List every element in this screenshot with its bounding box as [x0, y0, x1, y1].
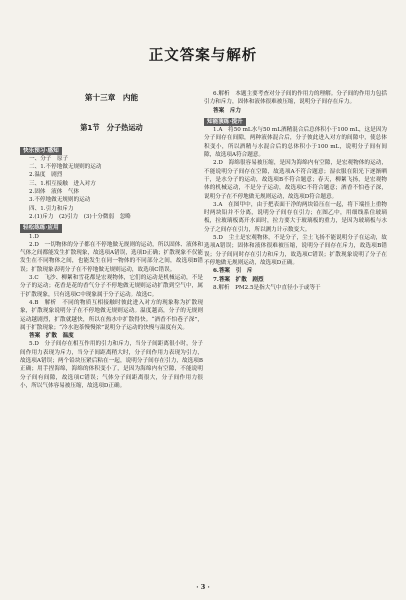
preview-line: 2.(1)斥力 (2)引力 (3)十分微弱 忽略 [29, 213, 131, 220]
answer-item: 5.D 分子间存在相互作用的引力和斥力，当分子间距离很小时，分子间作用力表现为斥力，当分子间距离稍大时，分子间作用力表现为引力，故选项A错误；两个铅块压紧后粘在一起，说明分子间存在引力，故选项B正确；用手捏海绵，海绵的体积变小了，是因为海绵内有空隙，不能说明分子间有间隙，故选项C错误；气体分子间距离很大，分子间作用力很小，所以气体容易被压缩，故选项D正确。 [20, 341, 203, 389]
preview-line: 三、1.相互接触 进入对方 [29, 180, 96, 187]
answer-item: 3.A 在图甲中，由于把表面干净的两块铅压在一起，将下端挂上重物时两块铅并不分离，说明分子间存在引力；在图乙中，用细线系住玻璃板，拉玻璃板离开水面时，拉力要大于玻璃板的重力，是因为玻璃板与水分子之间存在引力，所以测力计示数变大。 [204, 201, 387, 233]
right-column [204, 90, 387, 292]
preview-line: 3.不停地做无规则的运动 [29, 197, 91, 204]
preview-line: 一、分子 原子 [29, 155, 69, 162]
answer-key: 7.答案 扩散 剧烈 [213, 276, 264, 283]
left-column [20, 90, 203, 390]
answer-item: 1.D [29, 233, 39, 240]
preview-band: 快乐预习·感知 [20, 147, 62, 155]
answer-item: 2.D 一切物体的分子都在不停地做无规则的运动，所以固体、液体和气体之间都能发生扩散现象，故选项A错误，选项D正确；扩散现象不仅能发生在不同物体之间，也能发生在同一物体的不同部分之间，故选项B错误；扩散现象表明分子在不停地做无规则运动，故选项C错误。 [20, 241, 203, 273]
preview-line: 2.固体 液体 气体 [29, 189, 80, 196]
answer-key: 6.答案 引 斥 [213, 268, 253, 275]
answer-item: 2.D 海绵很容易被压缩，是因为海绵内有空隙，是宏观物体的运动，不能说明分子间存在空隙，故选项A不符合题意；湿衣服在阳光下逐渐晒干，是水分子的运动，故选项B不符合题意；春天，柳絮飞扬，是宏观物体的机械运动，不是分子运动，故选项C不符合题意；酒香不怕巷子深，说明分子在不停地做无规则运动，故选项D符合题意。 [204, 160, 387, 200]
practice-band: 轻松练练·应用 [20, 224, 62, 232]
answer-item: 8.解析 PM2.5是指大气中直径小于或等于 [213, 284, 321, 291]
answer-item: 1.A 将50 mL水与50 mL酒精混合后总体积小于100 mL，这是因为分子间存在间隙，两种液体混合后，分子彼此进入对方的间隙中，使总体积变小，所以酒精与水混合后的总体积小于100 mL，说明分子间有间隙，故选项A符合题意。 [204, 127, 387, 159]
chapter-title: 第十三章 内能 [84, 93, 139, 102]
page-title: 正文答案与解析 [148, 48, 258, 64]
answer-key: 答案 斥力 [213, 107, 241, 114]
preview-line: 四、1.引力和斥力 [29, 205, 74, 212]
drill-band: 知能演练·提升 [204, 118, 246, 126]
preview-line: 2.温度 剧烈 [29, 172, 63, 179]
answer-item: 4.B 解析 不同的物质互相接触时彼此进入对方的现象称为扩散现象，扩散现象说明分子在不停地做无规则运动。温度越高，分子的无规则运动越剧烈，扩散就越快，所以在热水中扩散得快。“酒香不怕巷子深”，属于扩散现象；“冷水泡茶慢慢浓”说明分子运动的快慢与温度有关。 [20, 299, 203, 331]
preview-line: 二、1.不停地做无规则的运动 [29, 164, 102, 171]
answer-item: 5.D 尘土是宏观物体，不是分子，尘土飞扬不能说明分子在运动，故选项A错误；固体和液体很难被压缩，说明分子间存在斥力，故选项B错误；分子间同时存在引力和斥力，故选项C错误；扩散现象说明了分子在不停地做无规则运动，故选项D正确。 [204, 235, 387, 266]
answer-item: 6.解析 本题主要考查对分子间的作用力的理解。分子间的作用力包括引力和斥力，固体和液体很难被压缩，说明分子间存在斥力。 [204, 91, 387, 106]
answer-key: 答案 扩散 温度 [29, 333, 74, 340]
section-title: 第1节 分子热运动 [80, 123, 143, 133]
answer-item: 3.C 飞沙、柳絮和雪花都是宏观物体，它们的运动是机械运动，不是分子的运动；花香是花的香气分子不停地做无规则运动扩散到空气中，属于扩散现象，只有选项C中现象属于分子运动。故选C。 [20, 275, 203, 298]
page-number: · 3 · [196, 583, 210, 591]
